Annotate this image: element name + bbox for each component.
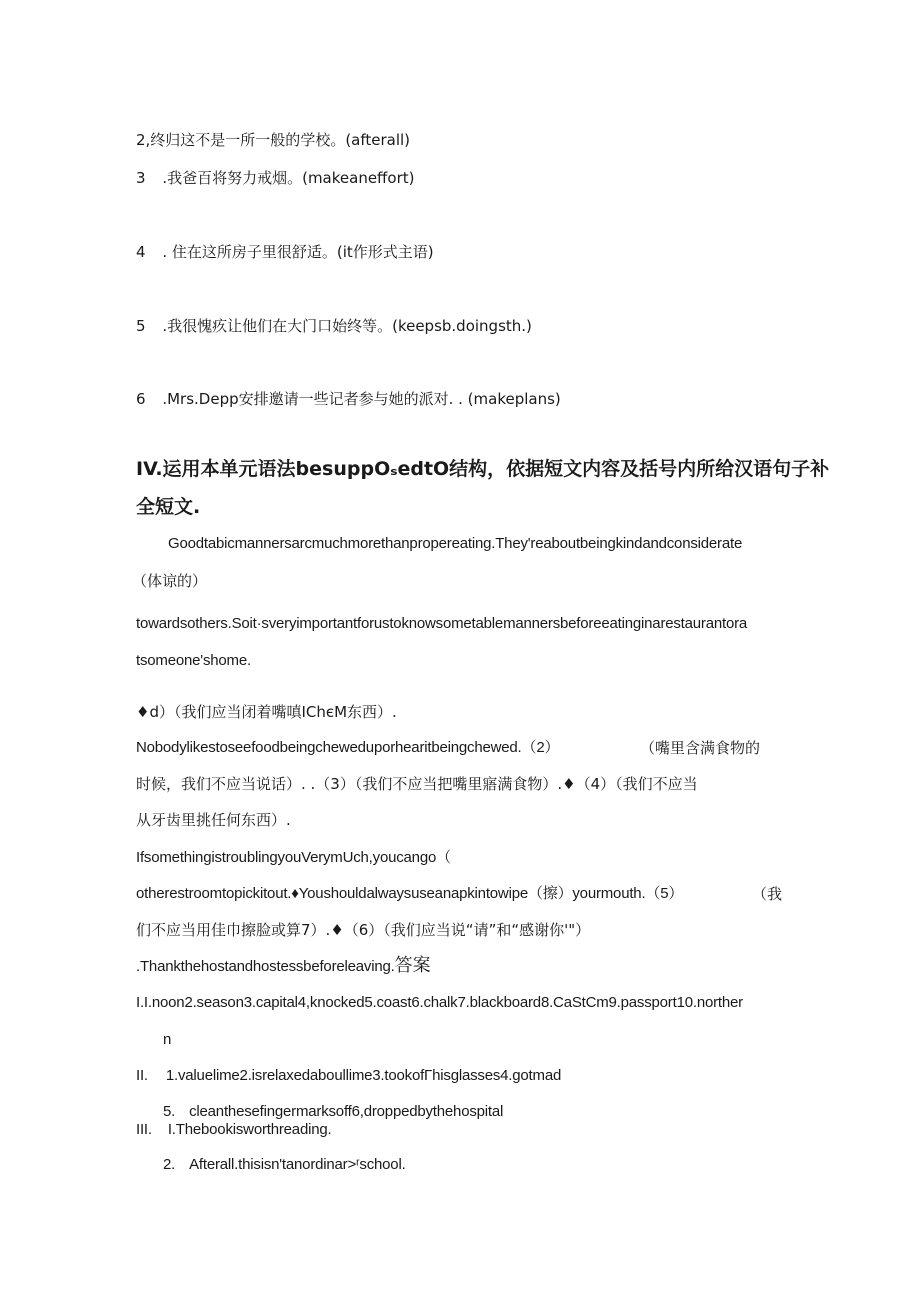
answers-3b-num: 2. xyxy=(163,1156,176,1173)
answers-3b-text: Afterall.thisisn'tanordinar>ʳschool. xyxy=(189,1156,406,1173)
passage-p1-line1: Goodtabicmannersarcmuchmorethanpropereating.They'reaboutbeingkindandconsiderate xyxy=(168,535,743,552)
sentence-5-num: 5 xyxy=(136,317,146,335)
sentence-5 xyxy=(136,316,532,336)
sentence-5-text: .我很愧疚让他们在大门口始终等。(keepsb.doingsth.) xyxy=(162,317,532,335)
passage-p3-line4 xyxy=(136,956,431,977)
answers-2b-num: 5. xyxy=(163,1103,176,1120)
passage-p3-line3: 们不应当用佳巾擦脸或算7）.♦（6）（我们应当说“请”和“感谢你'"） xyxy=(136,921,591,939)
answers-3 xyxy=(136,1120,331,1140)
sentence-4 xyxy=(136,242,434,262)
answers-2b xyxy=(163,1102,503,1122)
passage-p1-line4: tsomeone'shome. xyxy=(136,652,251,669)
answers-1-line1: I.I.noon2.season3.capital4,knocked5.coast6.chalk7.blackboard8.CaStCm9.passport10.norther xyxy=(136,994,743,1011)
answers-3-text: I.Thebookisworthreading. xyxy=(167,1121,332,1138)
sentence-2-text: 2,终归这不是一所一般的学校。(afterall) xyxy=(136,131,411,149)
passage-p3-line4a: .Thankthehostandhostessbeforeleaving. xyxy=(136,958,395,975)
passage-p2-line2a: Nobodylikestoseefoodbeingchewedupor​hearitbeingchewed.（2） xyxy=(136,739,560,756)
answers-2 xyxy=(136,1066,561,1086)
section-4-heading-line2: 全短文. xyxy=(136,496,201,518)
section-4-heading-line1: IV.运用本单元语法besuppOₛedtO结构，依据短文内容及括号内所给汉语句子补 xyxy=(136,458,830,480)
sentence-2 xyxy=(136,130,410,150)
sentence-4-text: . 住在这所房子里很舒适。(it作形式主语) xyxy=(162,243,434,261)
passage-p3-line2a: otherestroomtopickitout.♦Youshouldalwaysuseanapkintowipe（擦）yourmouth.（5） xyxy=(136,885,684,902)
answers-2b-text: cleanthesefingermarksoff6,droppedbythehospital xyxy=(189,1103,504,1120)
sentence-3-text: .我爸百将努力戒烟。(makeaneffort) xyxy=(162,169,415,187)
answers-2-text: 1.valuelime2.isrelaxedaboullime3.tookofΓhisglasses4.gotmad xyxy=(165,1067,562,1084)
passage-p2-line1: ♦d）（我们应当闭着嘴嗔IChєM东西）. xyxy=(136,703,397,721)
passage-p2-line4: 从牙齿里挑任何东西）. xyxy=(136,811,291,829)
answers-3-num: III. xyxy=(136,1121,152,1138)
answers-2-num: II. xyxy=(136,1067,148,1084)
passage-p3-line2b: （我 xyxy=(752,885,783,903)
sentence-4-num: 4 xyxy=(136,243,146,261)
answers-3b xyxy=(163,1155,406,1175)
sentence-3 xyxy=(136,168,414,188)
sentence-6-text: .Mrs.Depp安排邀请一些记者参与她的派对. . (makeplans) xyxy=(162,390,561,408)
passage-p1-line3: towardsothers.Soit·sveryimportantforustoknowsometablemannersbeforeeatinginarestaurantora xyxy=(136,615,748,632)
sentence-3-num: 3 xyxy=(136,169,146,187)
sentence-6-num: 6 xyxy=(136,390,146,408)
sentence-6 xyxy=(136,389,561,409)
passage-p1-line2: （体谅的） xyxy=(132,572,208,590)
passage-p2-line3: 时候，我们不应当说话）. .（3）（我们不应当把嘴里寤满食物）.♦（4）（我们不应当 xyxy=(136,775,698,793)
answers-1-line2: n xyxy=(163,1031,172,1048)
passage-p2-line2b: （嘴里含满食物的 xyxy=(640,739,761,757)
passage-p3-line1: IfsomethingistroublingyouVerymUch,youcango（ xyxy=(136,849,451,866)
answers-label: 答案 xyxy=(394,955,431,976)
